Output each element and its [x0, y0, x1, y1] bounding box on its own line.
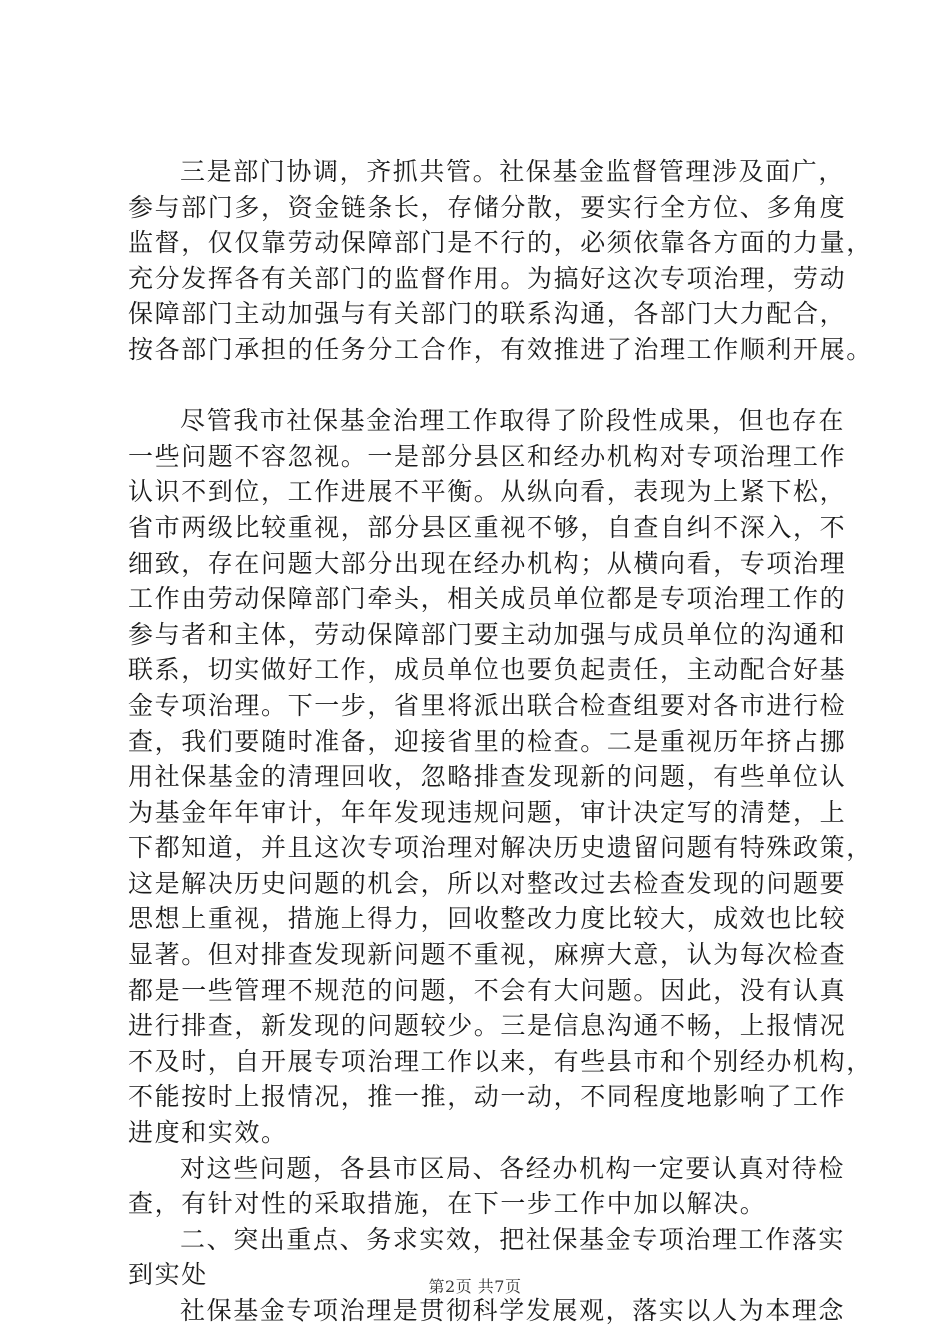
page-number-footer: 第2页 共7页 — [428, 1277, 522, 1296]
text-line: 显著。但对排查发现新问题不重视，麻痹大意，认为每次检查 — [128, 940, 847, 970]
text-line: 金专项治理。下一步，省里将派出联合检查组要对各市进行检 — [128, 690, 847, 720]
text-line: 参与部门多，资金链条长，存储分散，要实行全方位、多角度 — [128, 192, 847, 222]
text-line: 保障部门主动加强与有关部门的联系沟通，各部门大力配合， — [128, 299, 847, 329]
text-line: 社保基金专项治理是贯彻科学发展观，落实以人为本理念 — [180, 1296, 846, 1325]
document-body — [128, 154, 873, 1329]
text-line: 联系，切实做好工作，成员单位也要负起责任，主动配合好基 — [128, 655, 847, 685]
text-line: 省市两级比较重视，部分县区重视不够，自查自纠不深入，不 — [128, 512, 847, 542]
text-line: 为基金年年审计，年年发现违规问题，审计决定写的清楚，上 — [128, 797, 847, 827]
text-line: 查，我们要随时准备，迎接省里的检查。二是重视历年挤占挪 — [128, 726, 847, 756]
text-line: 这是解决历史问题的机会，所以对整改过去检查发现的问题要 — [128, 868, 847, 898]
text-line: 不及时，自开展专项治理工作以来，有些县市和个别经办机构， — [128, 1046, 873, 1076]
text-line: 查，有针对性的采取措施，在下一步工作中加以解决。 — [128, 1189, 767, 1219]
text-line: 进度和实效。 — [128, 1118, 288, 1148]
text-line: 对这些问题，各县市区局、各经办机构一定要认真对待检 — [180, 1153, 846, 1183]
text-line: 监督，仅仅靠劳动保障部门是不行的，必须依靠各方面的力量， — [128, 228, 873, 258]
paragraph-address-problems — [128, 1151, 848, 1222]
text-line: 下都知道，并且这次专项治理对解决历史遗留问题有特殊政策， — [128, 833, 873, 863]
text-line: 用社保基金的清理回收，忽略排查发现新的问题，有些单位认 — [128, 762, 847, 792]
text-line: 充分发挥各有关部门的监督作用。为搞好这次专项治理，劳动 — [128, 263, 847, 293]
text-line: 细致，存在问题大部分出现在经办机构；从横向看，专项治理 — [128, 548, 847, 578]
paragraph-department-coordination — [128, 154, 873, 368]
text-line: 工作由劳动保障部门牵头，相关成员单位都是专项治理工作的 — [128, 584, 847, 614]
text-line: 思想上重视，措施上得力，回收整改力度比较大，成效也比较 — [128, 904, 847, 934]
text-line: 一些问题不容忽视。一是部分县区和经办机构对专项治理工作 — [128, 441, 847, 471]
text-line: 不能按时上报情况，推一推，动一动，不同程度地影响了工作 — [128, 1082, 847, 1112]
paragraph-existing-problems — [128, 403, 873, 1150]
text-line: 进行排查，新发现的问题较少。三是信息沟通不畅，上报情况 — [128, 1011, 847, 1041]
text-line: 到实处 — [128, 1260, 208, 1290]
text-line: 参与者和主体，劳动保障部门要主动加强与成员单位的沟通和 — [128, 619, 847, 649]
text-line: 三是部门协调，齐抓共管。社保基金监督管理涉及面广， — [180, 157, 846, 186]
text-line: 二、突出重点、务求实效，把社保基金专项治理工作落实 — [180, 1224, 846, 1254]
text-line: 都是一些管理不规范的问题，不会有大问题。因此，没有认真 — [128, 975, 847, 1005]
text-line: 按各部门承担的任务分工合作，有效推进了治理工作顺利开展。 — [128, 334, 873, 364]
paragraph-gap — [128, 368, 848, 404]
paragraph-special-governance — [128, 1293, 848, 1329]
text-line: 尽管我市社保基金治理工作取得了阶段性成果，但也存在 — [180, 406, 846, 436]
text-line: 认识不到位，工作进展不平衡。从纵向看，表现为上紧下松， — [128, 477, 847, 507]
